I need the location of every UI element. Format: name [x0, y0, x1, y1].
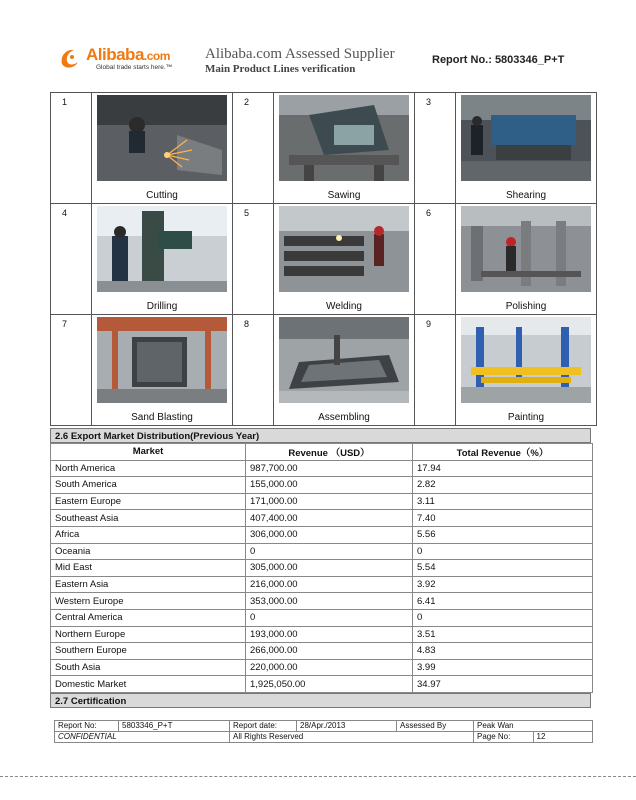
table-row — [51, 609, 593, 626]
revenue-cell: 155,000.00 — [246, 477, 413, 494]
percent-cell: 3.92 — [413, 576, 593, 593]
revenue-cell: 306,000.00 — [246, 526, 413, 543]
photo-caption: Polishing — [505, 301, 547, 312]
table-row — [51, 643, 593, 660]
table-row — [51, 659, 593, 676]
photo-cell-cutting — [92, 93, 233, 204]
revenue-cell: 216,000.00 — [246, 576, 413, 593]
market-name-cell: Mid East — [51, 560, 246, 577]
revenue-cell: 0 — [246, 543, 413, 560]
polishing-photo — [461, 206, 591, 292]
cutting-photo — [97, 95, 227, 181]
footer-report-date: 28/Apr./2013 — [297, 721, 397, 732]
market-name-cell: Domestic Market — [51, 676, 246, 693]
table-row — [51, 560, 593, 577]
photo-cell-welding — [274, 204, 415, 315]
photo-caption: Welding — [326, 301, 362, 312]
photo-cell-sand-blasting — [92, 315, 233, 426]
percent-cell: 0 — [413, 609, 593, 626]
photo-number: 4 — [51, 204, 92, 315]
footer-rights: All Rights Reserved — [230, 732, 474, 743]
revenue-cell: 1,925,050.00 — [246, 676, 413, 693]
table-row — [51, 493, 593, 510]
percent-cell: 4.83 — [413, 643, 593, 660]
market-name-cell: Southern Europe — [51, 643, 246, 660]
alibaba-smile-icon — [58, 46, 84, 72]
percent-cell: 5.54 — [413, 560, 593, 577]
table-row — [51, 676, 593, 693]
section-title-export-market: 2.6 Export Market Distribution(Previous Year) — [50, 428, 591, 443]
photo-caption: Assembling — [318, 412, 370, 423]
percent-cell: 2.82 — [413, 477, 593, 494]
photo-number: 8 — [233, 315, 274, 426]
market-name-cell: Northern Europe — [51, 626, 246, 643]
revenue-cell: 987,700.00 — [246, 460, 413, 477]
photo-number: 3 — [415, 93, 456, 204]
photo-caption: Sand Blasting — [131, 412, 193, 423]
drilling-photo — [97, 206, 227, 292]
footer-assessed-by-label: Assessed By — [397, 721, 474, 732]
photo-caption: Cutting — [146, 190, 178, 201]
percent-cell: 0 — [413, 543, 593, 560]
percent-cell: 6.41 — [413, 593, 593, 610]
footer-report-no: 5803346_P+T — [119, 721, 230, 732]
photo-number: 9 — [415, 315, 456, 426]
table-row — [51, 510, 593, 527]
photo-number: 1 — [51, 93, 92, 204]
sawing-photo — [279, 95, 409, 181]
percent-cell: 5.56 — [413, 526, 593, 543]
column-header: Market — [51, 444, 246, 461]
page-header — [0, 0, 636, 90]
product-line-photo-grid — [50, 92, 597, 426]
market-name-cell: South America — [51, 477, 246, 494]
welding-photo — [279, 206, 409, 292]
table-row — [51, 593, 593, 610]
sand-blasting-photo — [97, 317, 227, 403]
table-row — [51, 576, 593, 593]
report-footer — [54, 720, 593, 743]
photo-caption: Painting — [507, 412, 545, 423]
percent-cell: 17.94 — [413, 460, 593, 477]
photo-cell-sawing — [274, 93, 415, 204]
footer-report-date-label: Report date: — [230, 721, 297, 732]
table-header-row — [51, 444, 593, 461]
percent-cell: 3.51 — [413, 626, 593, 643]
revenue-cell: 266,000.00 — [246, 643, 413, 660]
market-name-cell: Central America — [51, 609, 246, 626]
photo-cell-shearing — [456, 93, 597, 204]
footer-page-no: 12 — [533, 732, 593, 743]
photo-cell-painting — [456, 315, 597, 426]
footer-report-no-label: Report No: — [55, 721, 119, 732]
footer-page-no-label: Page No: — [474, 732, 534, 743]
photo-cell-polishing — [456, 204, 597, 315]
market-name-cell: South Asia — [51, 659, 246, 676]
revenue-cell: 353,000.00 — [246, 593, 413, 610]
photo-number: 5 — [233, 204, 274, 315]
photo-caption: Sawing — [327, 190, 361, 201]
section-title-certification: 2.7 Certification — [50, 693, 591, 708]
market-name-cell: Oceania — [51, 543, 246, 560]
market-name-cell: Eastern Asia — [51, 576, 246, 593]
table-row — [51, 543, 593, 560]
export-market-table — [50, 443, 593, 693]
photo-cell-drilling — [92, 204, 233, 315]
revenue-cell: 171,000.00 — [246, 493, 413, 510]
assembling-photo — [279, 317, 409, 403]
footer-assessed-by: Peak Wan — [474, 721, 593, 732]
percent-cell: 3.99 — [413, 659, 593, 676]
table-row — [51, 626, 593, 643]
revenue-cell: 305,000.00 — [246, 560, 413, 577]
revenue-cell: 220,000.00 — [246, 659, 413, 676]
table-row — [51, 526, 593, 543]
percent-cell: 34.97 — [413, 676, 593, 693]
photo-number: 2 — [233, 93, 274, 204]
market-name-cell: Africa — [51, 526, 246, 543]
revenue-cell: 0 — [246, 609, 413, 626]
market-name-cell: Western Europe — [51, 593, 246, 610]
photo-number: 7 — [51, 315, 92, 426]
percent-cell: 7.40 — [413, 510, 593, 527]
photo-caption: Shearing — [505, 190, 547, 201]
photo-number: 6 — [415, 204, 456, 315]
page-break-line — [0, 776, 636, 777]
revenue-cell: 407,400.00 — [246, 510, 413, 527]
painting-photo — [461, 317, 591, 403]
shearing-photo — [461, 95, 591, 181]
header-subtitle: Main Product Lines verification — [205, 63, 356, 75]
report-number: Report No.: 5803346_P+T — [432, 54, 565, 66]
market-name-cell: North America — [51, 460, 246, 477]
column-header: Total Revenue（%） — [413, 444, 593, 461]
column-header: Revenue （USD） — [246, 444, 413, 461]
alibaba-logo: Alibaba.com Global trade starts here.™ — [58, 46, 188, 76]
footer-confidential: CONFIDENTIAL — [55, 732, 230, 743]
table-row — [51, 460, 593, 477]
revenue-cell: 193,000.00 — [246, 626, 413, 643]
market-name-cell: Southeast Asia — [51, 510, 246, 527]
percent-cell: 3.11 — [413, 493, 593, 510]
table-row — [51, 477, 593, 494]
header-title: Alibaba.com Assessed Supplier — [205, 46, 395, 62]
photo-cell-assembling — [274, 315, 415, 426]
photo-caption: Drilling — [146, 301, 178, 312]
market-name-cell: Eastern Europe — [51, 493, 246, 510]
